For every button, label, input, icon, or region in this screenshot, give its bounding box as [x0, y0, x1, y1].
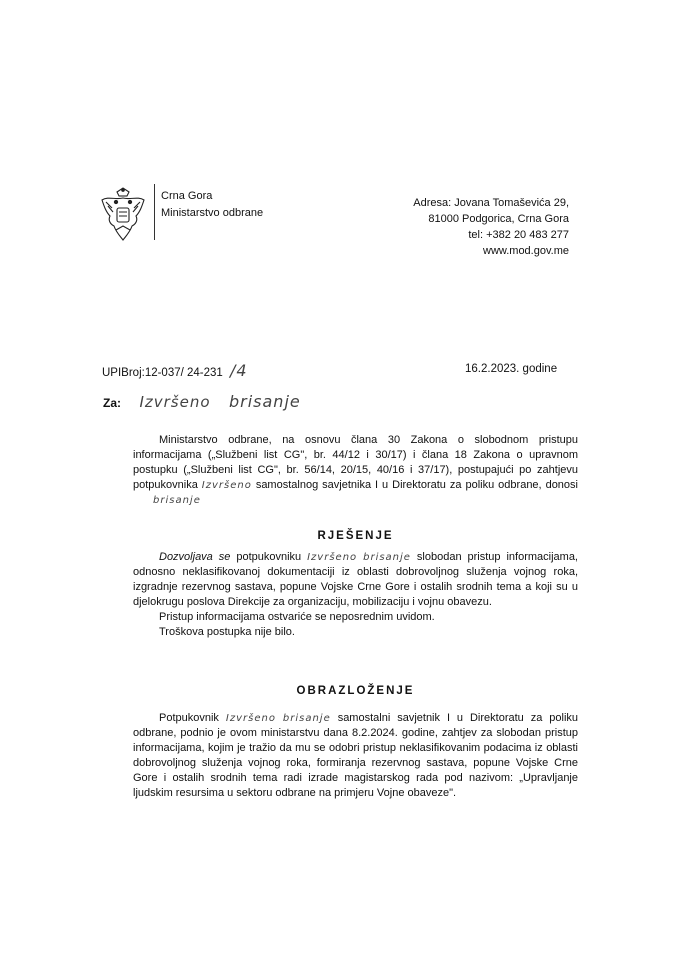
intro-redacted-word-2: brisanje [153, 495, 201, 506]
resenje-section [133, 550, 578, 640]
reference-suffix-handwritten: /4 [230, 361, 248, 380]
intro-paragraph [133, 433, 578, 508]
obrazlozenje-redacted-word-2: brisanje [282, 713, 331, 724]
recipient-label: Za: [103, 396, 121, 410]
obrazlozenje-title: OBRAZLOŽENJE [296, 685, 415, 697]
coat-of-arms-logo [98, 186, 148, 242]
address-line-2: 81000 Podgorica, Crna Gora [428, 213, 569, 225]
country-name: Crna Gora [161, 190, 213, 202]
obrazlozenje-redacted-word-1: Izvršeno [225, 713, 276, 724]
reference-number [102, 361, 248, 380]
recipient-line [103, 392, 301, 412]
resenje-title: RJEŠENJE [317, 530, 394, 542]
recipient-redacted-word-1: Izvršeno [139, 393, 211, 411]
obrazlozenje-text-part-1: Potpukovnik [159, 712, 219, 724]
obrazlozenje-text-part-2: samostalni savjetnik I u Direktoratu za poliku odbrane, podnio je ovom ministarstvu dana 8.2.2024. godine, zahtjev za slobodan pristup informacijama, kojim je tražio da mu se odobri pristup neklasifikovanim podacima iz oblasti dobrovoljnog služenja vojnog roka, formiranja rezervnog sastava, popune Vojske Crne Gore i ostalih srodnih tema radi izrade magistarskog rada pod nazivom: „Upravljanje ljudskim resursima u sektoru odbrane na primjeru Vojne obaveze". [133, 712, 579, 799]
resenje-paragraph-3: Troškova postupka nije bilo. [159, 626, 295, 638]
document-date: 16.2.2023. godine [465, 363, 558, 375]
recipient-redacted-word-2: brisanje [228, 392, 301, 411]
resenje-text-part-2: slobodan pristup informacijama, odnosno neklasifikovanoj dokumentaciji iz oblasti dobrovoljnog služenja vojnog roka, izgradnje rezervnog sastava, popune Vojske Crne Gore i ostalih srodnih tema a koji su u djelokrugu poslova Direkcije za organizaciju, mobilizaciju i vojnu obavezu. [133, 551, 578, 608]
resenje-paragraph-2: Pristup informacijama ostvariće se neposrednim uvidom. [159, 611, 435, 623]
reference-number-text: UPIBroj:12-037/ 24-231 [102, 367, 223, 379]
intro-redacted-word-1: Izvršeno [201, 480, 252, 491]
eagle-emblem-icon [98, 186, 148, 242]
intro-text-part-1: Ministarstvo odbrane, na osnovu člana 30 Zakona o slobodnom pristupu informacijama („Službeni list CG", br. 44/12 i 30/17) i člana 18 Zakona o upravnom postupku („Službeni list CG", br. 56/14, 20/15, 40/16 i 37/17), postupajući po zahtjevu potpukovnika [133, 434, 578, 491]
intro-text-part-2: samostalnog savjetnika I u Direktoratu za poliku odbrane, donosi [255, 479, 578, 491]
resenje-redacted-word-2: brisanje [363, 552, 411, 563]
address-line-1: Adresa: Jovana Tomaševića 29, [413, 197, 569, 209]
obrazlozenje-section [133, 711, 578, 801]
website-link[interactable]: www.mod.gov.me [483, 245, 569, 257]
phone-number: tel: +382 20 483 277 [468, 229, 569, 241]
resenje-redacted-word-1: Izvršeno [307, 552, 358, 563]
header-address [413, 195, 569, 259]
resenje-italic-lead: Dozvoljava se [159, 551, 231, 563]
ministry-name: Ministarstvo odbrane [161, 207, 264, 219]
resenje-text-part-1: potpukovniku [236, 551, 302, 563]
header-organization [161, 188, 263, 222]
header-divider [154, 184, 155, 240]
